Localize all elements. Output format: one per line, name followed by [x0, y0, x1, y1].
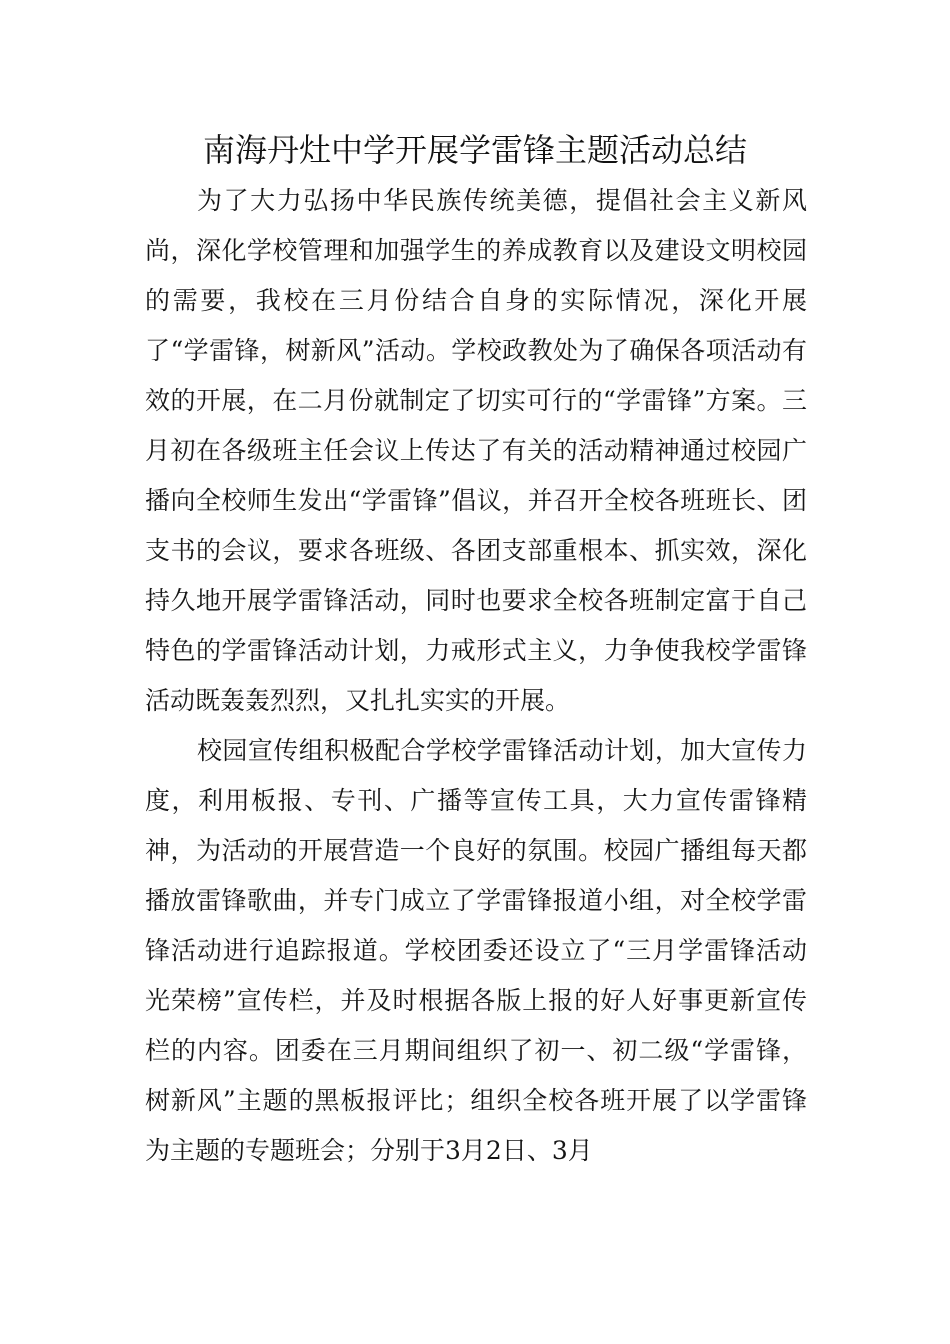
paragraph-1: 为了大力弘扬中华民族传统美德，提倡社会主义新风尚，深化学校管理和加强学生的养成教育以及建设文明校园的需要，我校在三月份结合自身的实际情况，深化开展了“学雷锋，树新风”活动。学校政教处为了确保各项活动有效的开展，在二月份就制定了切实可行的“学雷锋”方案。三月初在各级班主任会议上传达了有关的活动精神通过校园广播向全校师生发出“学雷锋”倡议，并召开全校各班班长、团支书的会议，要求各班级、各团支部重根本、抓实效，深化持久地开展学雷锋活动，同时也要求全校各班制定富于自己特色的学雷锋活动计划，力戒形式主义，力争使我校学雷锋活动既轰轰烈烈，又扎扎实实的开展。 — [145, 186, 807, 715]
document-body — [145, 176, 807, 1176]
document-title: 南海丹灶中学开展学雷锋主题活动总结 — [202, 131, 747, 169]
paragraph-2: 校园宣传组积极配合学校学雷锋活动计划，加大宣传力度，利用板报、专刊、广播等宣传工具，大力宣传雷锋精神，为活动的开展营造一个良好的氛围。校园广播组每天都播放雷锋歌曲，并专门成立了学雷锋报道小组，对全校学雷锋活动进行追踪报道。学校团委还设立了“三月学雷锋活动光荣榜”宣传栏，并及时根据各版上报的好人好事更新宣传栏的内容。团委在三月期间组织了初一、初二级“学雷锋，树新风”主题的黑板报评比；组织全校各班开展了以学雷锋为主题的专题班会；分别于3月2日、3月 — [145, 736, 807, 1165]
